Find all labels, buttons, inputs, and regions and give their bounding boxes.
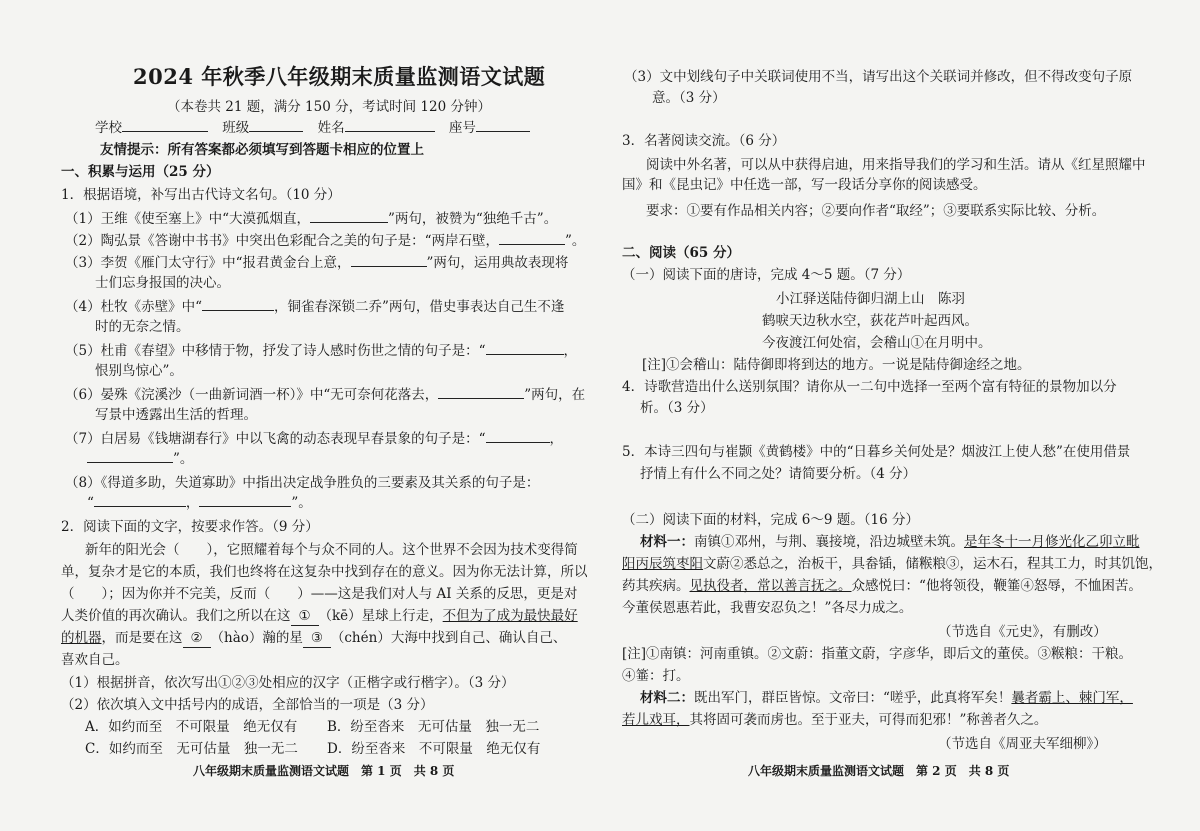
question-1-3: （3）李贺《雁门太守行》中“报君黄金台上意， ”两句，运用典故表现将 [65, 255, 569, 271]
fill-blank-1[interactable]: ① [291, 607, 319, 626]
passage-line: 的机器，而是要在这 ② （hào）瀚的星 ③ （chén）大海中找到自己、确认自己、 [61, 630, 567, 646]
option-d[interactable]: D．纷至沓来 不可限量 绝无仅有 [327, 741, 541, 757]
question-1-5: （5）杜甫《春望》中移情于物，抒发了诗人感时伤世之情的句子是：“ ， [65, 343, 577, 359]
material-2-source: （节选自《周亚夫军细柳》） [938, 736, 1107, 752]
seat-input[interactable] [476, 119, 530, 132]
question-4-cont: 析。（3 分） [640, 400, 714, 416]
material-2-line: 材料二：既出军门，群臣皆惊。文帝曰：“嗟乎，此真将军矣！曩者霸上、棘门军， [640, 690, 1133, 706]
page-footer: 八年级期末质量监测语文试题 第 1 页 共 8 页 [193, 764, 455, 778]
answer-blank[interactable] [351, 254, 427, 267]
question-2-3-cont: 意。（3 分） [652, 90, 726, 106]
section-2-heading: 二、阅读（65 分） [622, 245, 740, 261]
name-label: 姓名 [317, 120, 345, 136]
material-1-source: （节选自《元史》，有删改） [938, 624, 1107, 640]
exam-title: 2024 年秋季八年级期末质量监测语文试题 [133, 64, 546, 89]
question-1-2: （2）陶弘景《答谢中书书》中突出色彩配合之美的句子是：“两岸石壁， ”。 [65, 233, 586, 249]
question-3-text: 阅读中外名著，可以从中获得启迪，用来指导我们的学习和生活。请从《红星照耀中 [646, 157, 1146, 173]
answer-blank[interactable] [499, 232, 565, 245]
answer-blank[interactable] [199, 494, 291, 507]
answer-blank[interactable] [87, 450, 173, 463]
question-1-5-cont: 恨别鸟惊心”。 [95, 363, 183, 379]
answer-blank[interactable] [438, 386, 524, 399]
name-input[interactable] [345, 119, 435, 132]
option-a[interactable]: A．如约而至 不可限量 绝无仅有 [85, 719, 298, 735]
question-1-4-cont: 时的无奈之情。 [95, 319, 190, 335]
reading-part-1: （一）阅读下面的唐诗，完成 4～5 题。（7 分） [622, 267, 911, 283]
passage-line: （ ）；因为你并不完美，反而（ ）——这是我们对人与 AI 关系的反思，更是对 [61, 586, 578, 602]
page-footer: 八年级期末质量监测语文试题 第 2 页 共 8 页 [748, 764, 1010, 778]
school-label: 学校 [95, 120, 122, 136]
material-1-note: [注]①南镇：河南重镇。②文蔚：指董文蔚，字彦华，即后文的董侯。③糇粮：干粮。 [622, 646, 1133, 662]
question-4: 4．诗歌营造出什么送别氛围？请你从一二句中选择一至两个富有特征的景物加以分 [622, 379, 1117, 395]
info-fields [95, 119, 530, 137]
option-c[interactable]: C．如约而至 无可估量 独一无二 [85, 741, 298, 757]
question-1-3-cont: 士们忘身报国的决心。 [95, 275, 230, 291]
material-1-note: ④箠：打。 [622, 668, 690, 684]
poem-title: 小江驿送陆侍御归湖上山 陈羽 [776, 291, 965, 307]
question-2-3: （3）文中划线句子中关联词使用不当，请写出这个关联词并修改，但不得改变句子原 [624, 69, 1133, 85]
question-1: 1．根据语境，补写出古代诗文名句。（10 分） [61, 187, 341, 203]
class-label: 班级 [222, 120, 250, 136]
answer-blank[interactable] [486, 430, 550, 443]
answer-blank[interactable] [94, 494, 186, 507]
reading-part-2: （二）阅读下面的材料，完成 6～9 题。（16 分） [622, 512, 919, 528]
fill-blank-3[interactable]: ③ [303, 629, 331, 648]
passage-line: 单，复杂才是它的本质，我们也终将在这复杂中找到存在的意义。因为你无法计算，所以 [61, 564, 588, 580]
question-1-6-cont: 写景中透露出生活的哲理。 [95, 407, 257, 423]
question-1-8-cont: “ ， ”。 [87, 495, 312, 511]
question-2-1: （1）根据拼音，依次写出①②③处相应的汉字（正楷字或行楷字）。（3 分） [61, 675, 515, 691]
passage-line: 新年的阳光会（ ），它照耀着每个与众不同的人。这个世界不会因为技术变得简 [85, 542, 578, 558]
answer-blank[interactable] [310, 210, 388, 223]
question-5-cont: 抒情上有什么不同之处？请简要分析。（4 分） [640, 466, 917, 482]
question-1-6: （6）晏殊《浣溪沙（一曲新词酒一杯）》中“无可奈何花落去， ”两句，在 [65, 387, 586, 403]
question-2: 2．阅读下面的文字，按要求作答。（9 分） [61, 519, 319, 535]
poem-note: [注]①会稽山：陆侍御即将到达的地方。一说是陆侍御途经之地。 [642, 357, 1031, 373]
material-1-line: 今董侯恩惠若此，我曹安忍负之！”各尽力成之。 [622, 600, 913, 616]
question-1-7-cont: ”。 [87, 450, 193, 468]
question-2-2: （2）依次填入文中括号内的成语，全部恰当的一项是（3 分） [61, 697, 434, 713]
material-1-line: 药其疾病。见执役者，常以善言抚之。众感悦曰：“他将领役，鞭箠④怒辱，不恤困苦。 [622, 578, 1142, 594]
option-b[interactable]: B．纷至沓来 无可估量 独一无二 [327, 719, 540, 735]
question-5: 5．本诗三四句与崔颢《黄鹤楼》中的“日暮乡关何处是？烟波江上使人愁”在使用借景 [622, 444, 1131, 460]
class-input[interactable] [249, 119, 303, 132]
school-input[interactable] [122, 119, 208, 132]
exam-subtitle: （本卷共 21 题，满分 150 分，考试时间 120 分钟） [167, 99, 491, 115]
question-3: 3．名著阅读交流。（6 分） [622, 133, 786, 149]
question-1-4: （4）杜牧《赤壁》中“ ，铜雀春深锁二乔”两句，借史事表达自己生不逢 [65, 299, 565, 315]
material-2-line: 若儿戏耳，其将固可袭而虏也。至于亚夫，可得而犯邪！”称善者久之。 [622, 712, 1048, 728]
fill-blank-2[interactable]: ② [183, 629, 211, 648]
question-3-requirements: 要求：①要有作品相关内容；②要向作者“取经”；③要联系实际比较、分析。 [646, 203, 1106, 219]
poem-line: 鹤唳天边秋水空，荻花芦叶起西风。 [762, 313, 978, 329]
question-1-1: （1）王维《使至塞上》中“大漠孤烟直， ”两句，被赞为“独绝千古”。 [65, 211, 558, 227]
reminder: 友情提示：所有答案都必须填写到答题卡相应的位置上 [100, 142, 424, 158]
seat-label: 座号 [448, 120, 476, 136]
question-3-text: 国》和《昆虫记》中任选一部，写一段话分享你的阅读感受。 [622, 177, 987, 193]
question-1-8: （8）《得道多助，失道寡助》中指出决定战争胜负的三要素及其关系的句子是： [65, 475, 540, 491]
section-1-heading: 一、积累与运用（25 分） [61, 164, 220, 180]
poem-line: 今夜渡江何处宿，会稽山①在月明中。 [762, 335, 992, 351]
passage-line: 人类价值的再次确认。我们之所以在这 ① （kē）星球上行走，不但为了成为最快最好 [61, 608, 578, 624]
question-1-7: （7）白居易《钱塘湖春行》中以飞禽的动态表现早春景象的句子是：“ ， [65, 431, 563, 447]
answer-blank[interactable] [486, 342, 564, 355]
material-1-line: 阳丙辰筑枣阳文蔚②悉总之，治板干，具畚锸，储糇粮③，运木石，程其工力，时其饥饱， [622, 556, 1162, 572]
passage-line: 喜欢自己。 [61, 652, 129, 668]
material-1-line: 材料一：南镇①邓州，与荆、襄接境，沿边城壁未筑。是年冬十一月修光化乙卯立毗 [640, 534, 1140, 550]
answer-blank[interactable] [202, 298, 274, 311]
